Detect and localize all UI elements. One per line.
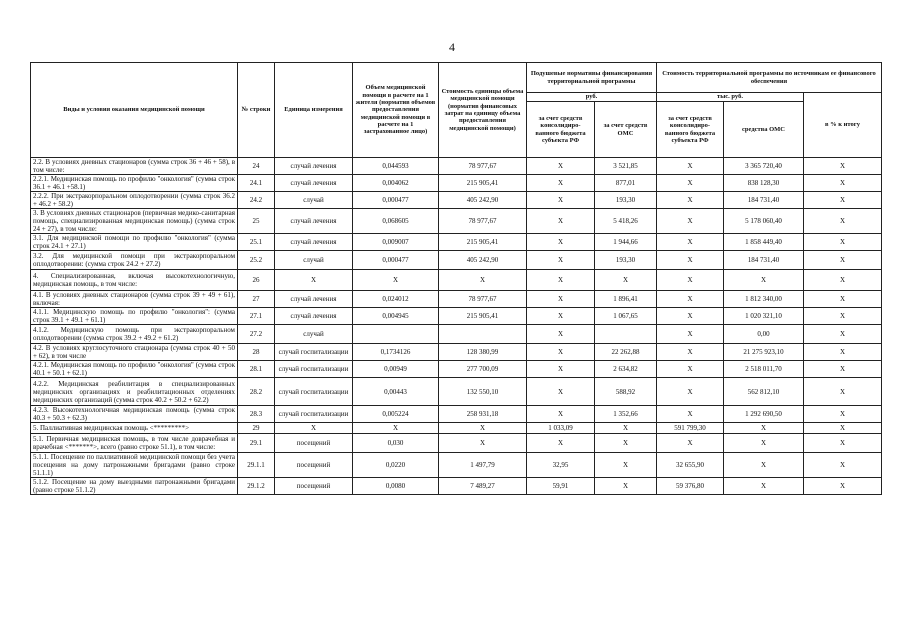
row-number: 29.1.1 — [238, 453, 275, 478]
header-cost-oms: средства ОМС — [724, 102, 804, 158]
row-cost-oms: 838 128,30 — [724, 175, 804, 192]
row-number: 27.1 — [238, 308, 275, 325]
table-row — [31, 291, 882, 308]
row-unit-cost: 405 242,90 — [439, 251, 527, 270]
row-number: 27.2 — [238, 325, 275, 344]
row-unit-cost: 258 931,18 — [439, 406, 527, 423]
page-number: 4 — [449, 40, 455, 54]
row-unit: случай госпитализации — [275, 344, 353, 361]
header-cost-budget: за счет средств консолидиро-ванного бюджета субъекта РФ — [657, 102, 724, 158]
row-number: 25 — [238, 209, 275, 234]
row-unit-cost: 132 550,10 — [439, 378, 527, 406]
row-volume: Х — [353, 270, 439, 291]
row-per-capita-budget: Х — [527, 344, 595, 361]
row-unit: посещений — [275, 453, 353, 478]
row-unit: Х — [275, 423, 353, 434]
row-unit-cost: Х — [439, 434, 527, 453]
table-row — [31, 192, 882, 209]
row-number: 25.2 — [238, 251, 275, 270]
row-unit-cost: 405 242,90 — [439, 192, 527, 209]
row-volume: 0,0080 — [353, 478, 439, 495]
row-per-capita-oms: 588,92 — [595, 378, 657, 406]
row-unit: случай лечения — [275, 209, 353, 234]
row-per-capita-oms: 193,30 — [595, 192, 657, 209]
row-number: 24.2 — [238, 192, 275, 209]
row-cost-oms: 1 292 690,50 — [724, 406, 804, 423]
header-per-capita-group: Подушевые нормативы финансирования территориальной программы — [527, 63, 657, 93]
table-row — [31, 175, 882, 192]
row-cost-budget: Х — [657, 175, 724, 192]
row-cost-budget: Х — [657, 361, 724, 378]
row-per-capita-budget: 1 033,09 — [527, 423, 595, 434]
row-cost-budget: Х — [657, 234, 724, 251]
row-cost-oms: 3 365 720,40 — [724, 158, 804, 175]
row-unit-cost: 215 905,41 — [439, 308, 527, 325]
row-per-capita-budget: 32,95 — [527, 453, 595, 478]
row-number: 28.1 — [238, 361, 275, 378]
row-unit: случай лечения — [275, 291, 353, 308]
header-unit-thousand-rub: тыс. руб. — [657, 93, 804, 102]
row-per-capita-oms: 5 418,26 — [595, 209, 657, 234]
row-unit: посещений — [275, 434, 353, 453]
row-cost-budget: Х — [657, 291, 724, 308]
row-volume: 0,000477 — [353, 192, 439, 209]
row-unit: случай — [275, 192, 353, 209]
header-unit-cost: Стоимость единицы объема медицинской помощи (норматив финансовых затрат на единицу объема предоставления медицинской помощи) — [439, 63, 527, 158]
row-cost-oms: 0,00 — [724, 325, 804, 344]
row-description: 3.2. Для медицинской помощи при экстракорпоральном оплодотворении: (сумма строк 24.2 + 27.2) — [31, 251, 238, 270]
row-per-capita-oms: 22 262,88 — [595, 344, 657, 361]
row-number: 29.1.2 — [238, 478, 275, 495]
header-per-capita-budget: за счет средств консолидиро-ванного бюджета субъекта РФ — [527, 102, 595, 158]
row-cost-budget: Х — [657, 325, 724, 344]
row-volume: 0,068605 — [353, 209, 439, 234]
row-percent-total: Х — [804, 344, 882, 361]
row-cost-oms: Х — [724, 423, 804, 434]
row-percent-total: Х — [804, 434, 882, 453]
territorial-program-table — [30, 62, 882, 495]
row-per-capita-oms: 1 067,65 — [595, 308, 657, 325]
row-volume: 0,000477 — [353, 251, 439, 270]
row-per-capita-oms: 193,30 — [595, 251, 657, 270]
row-per-capita-budget: Х — [527, 378, 595, 406]
row-per-capita-budget: Х — [527, 434, 595, 453]
table-row — [31, 478, 882, 495]
row-volume — [353, 325, 439, 344]
row-unit-cost: 78 977,67 — [439, 291, 527, 308]
row-unit-cost: 1 497,79 — [439, 453, 527, 478]
row-number: 28.2 — [238, 378, 275, 406]
row-cost-oms: Х — [724, 434, 804, 453]
row-cost-budget: Х — [657, 344, 724, 361]
row-percent-total: Х — [804, 308, 882, 325]
row-description: 5.1.1. Посещение по паллиативной медицинской помощи без учета посещения на дому патронажными бригадами (равно строке 51.1.1) — [31, 453, 238, 478]
row-unit-cost: Х — [439, 270, 527, 291]
row-per-capita-oms — [595, 325, 657, 344]
row-percent-total: Х — [804, 361, 882, 378]
row-description: 2.2. В условиях дневных стационаров (сумма строк 36 + 46 + 58), в том числе: — [31, 158, 238, 175]
row-volume: 0,00443 — [353, 378, 439, 406]
row-unit: случай лечения — [275, 175, 353, 192]
row-number: 28 — [238, 344, 275, 361]
row-per-capita-budget: Х — [527, 325, 595, 344]
row-per-capita-budget: Х — [527, 291, 595, 308]
row-percent-total: Х — [804, 270, 882, 291]
row-description: 4. Специализированная, включая высокотехнологичную, медицинская помощь, в том числе: — [31, 270, 238, 291]
row-cost-budget: Х — [657, 192, 724, 209]
header-description: Виды и условия оказания медицинской помощи — [31, 63, 238, 158]
row-cost-budget: 591 799,30 — [657, 423, 724, 434]
row-percent-total: Х — [804, 423, 882, 434]
header-volume: Объем медицинской помощи в расчете на 1 жителя (норматив объемов предоставления медицинской помощи в расчете на 1 застрахованное лицо) — [353, 63, 439, 158]
row-unit-cost: 215 905,41 — [439, 175, 527, 192]
row-number: 25.1 — [238, 234, 275, 251]
row-cost-oms: 21 275 923,10 — [724, 344, 804, 361]
row-unit: случай лечения — [275, 158, 353, 175]
row-percent-total: Х — [804, 158, 882, 175]
row-cost-budget: Х — [657, 406, 724, 423]
row-cost-budget: Х — [657, 251, 724, 270]
row-cost-oms: 5 178 060,40 — [724, 209, 804, 234]
row-description: 5.1. Первичная медицинская помощь, в том числе доврачебная и врачебная <*******>, всего (равно строке 51.1), в том числе: — [31, 434, 238, 453]
row-unit: случай госпитализации — [275, 378, 353, 406]
row-cost-budget: Х — [657, 209, 724, 234]
row-description: 5. Паллиативная медицинская помощь <*********> — [31, 423, 238, 434]
table-row — [31, 378, 882, 406]
row-percent-total: Х — [804, 175, 882, 192]
row-description: 2.2.1. Медицинская помощь по профилю "онкология" (сумма строк 36.1 + 46.1 +58.1) — [31, 175, 238, 192]
row-cost-budget: 59 376,80 — [657, 478, 724, 495]
row-per-capita-budget: Х — [527, 308, 595, 325]
row-number: 29.1 — [238, 434, 275, 453]
table-row — [31, 251, 882, 270]
row-cost-oms: 2 518 011,70 — [724, 361, 804, 378]
row-per-capita-budget: Х — [527, 270, 595, 291]
row-unit-cost: 128 380,99 — [439, 344, 527, 361]
row-volume: 0,044593 — [353, 158, 439, 175]
row-per-capita-oms: 1 352,66 — [595, 406, 657, 423]
row-cost-budget: Х — [657, 158, 724, 175]
row-description: 4.1.2. Медицинскую помощь при экстракорпоральном оплодотворении (сумма строк 39.2 + 49.2 + 61.2) — [31, 325, 238, 344]
row-unit-cost: 277 700,09 — [439, 361, 527, 378]
row-number: 27 — [238, 291, 275, 308]
row-unit-cost: 7 489,27 — [439, 478, 527, 495]
row-per-capita-budget: Х — [527, 158, 595, 175]
table-row — [31, 270, 882, 291]
row-per-capita-budget: Х — [527, 209, 595, 234]
row-cost-oms: 1 812 340,00 — [724, 291, 804, 308]
row-number: 29 — [238, 423, 275, 434]
row-number: 24 — [238, 158, 275, 175]
row-unit-cost — [439, 325, 527, 344]
row-percent-total: Х — [804, 291, 882, 308]
row-per-capita-budget: 59,91 — [527, 478, 595, 495]
row-volume: 0,00949 — [353, 361, 439, 378]
row-unit-cost: 78 977,67 — [439, 158, 527, 175]
row-cost-budget: Х — [657, 270, 724, 291]
row-cost-oms: Х — [724, 478, 804, 495]
row-per-capita-budget: Х — [527, 175, 595, 192]
row-cost-oms: 1 858 449,40 — [724, 234, 804, 251]
row-per-capita-budget: Х — [527, 251, 595, 270]
row-percent-total: Х — [804, 453, 882, 478]
row-unit-cost: 215 905,41 — [439, 234, 527, 251]
row-unit: посещений — [275, 478, 353, 495]
row-per-capita-budget: Х — [527, 234, 595, 251]
row-cost-oms: 1 020 321,10 — [724, 308, 804, 325]
row-description: 2.2.2. При экстракорпоральном оплодотворении (сумма строк 36.2 + 46.2 + 58.2) — [31, 192, 238, 209]
row-cost-oms: Х — [724, 453, 804, 478]
row-volume: 0,024012 — [353, 291, 439, 308]
row-unit: случай госпитализации — [275, 406, 353, 423]
row-number: 28.3 — [238, 406, 275, 423]
row-description: 4.2. В условиях круглосуточного стационара (сумма строк 40 + 50 + 62), в том числе — [31, 344, 238, 361]
row-cost-oms: 184 731,40 — [724, 192, 804, 209]
row-percent-total: Х — [804, 325, 882, 344]
table-row — [31, 209, 882, 234]
row-volume: Х — [353, 423, 439, 434]
table-row — [31, 361, 882, 378]
row-per-capita-oms: 1 944,66 — [595, 234, 657, 251]
header-row-number: № строки — [238, 63, 275, 158]
row-per-capita-budget: Х — [527, 192, 595, 209]
row-description: 4.1.1. Медицинскую помощь по профилю "онкология": (сумма строк 39.1 + 49.1 + 61.1) — [31, 308, 238, 325]
header-percent-total: в % к итогу — [804, 93, 882, 158]
row-number: 24.1 — [238, 175, 275, 192]
row-volume: 0,005224 — [353, 406, 439, 423]
table-row — [31, 344, 882, 361]
row-cost-budget: Х — [657, 308, 724, 325]
row-cost-budget: 32 655,90 — [657, 453, 724, 478]
row-volume: 0,1734126 — [353, 344, 439, 361]
row-cost-budget: Х — [657, 378, 724, 406]
row-volume: 0,030 — [353, 434, 439, 453]
row-description: 4.1. В условиях дневных стационаров (сумма строк 39 + 49 + 61), включая: — [31, 291, 238, 308]
row-unit: случай — [275, 251, 353, 270]
row-unit: случай лечения — [275, 308, 353, 325]
row-percent-total: Х — [804, 209, 882, 234]
header-unit: Единица измерения — [275, 63, 353, 158]
row-percent-total: Х — [804, 478, 882, 495]
table-body — [31, 158, 882, 495]
row-description: 3.1. Для медицинской помощи по профилю "онкология" (сумма строк 24.1 + 27.1) — [31, 234, 238, 251]
row-unit: Х — [275, 270, 353, 291]
row-per-capita-budget: Х — [527, 406, 595, 423]
row-percent-total: Х — [804, 406, 882, 423]
header-per-capita-oms: за счет средств ОМС — [595, 102, 657, 158]
row-per-capita-oms: 3 521,85 — [595, 158, 657, 175]
row-per-capita-oms: Х — [595, 270, 657, 291]
row-cost-budget: Х — [657, 434, 724, 453]
row-volume: 0,0220 — [353, 453, 439, 478]
row-volume: 0,009007 — [353, 234, 439, 251]
row-percent-total: Х — [804, 234, 882, 251]
table-row — [31, 158, 882, 175]
table-row — [31, 308, 882, 325]
header-program-cost-group: Стоимость территориальной программы по источникам ее финансового обеспечения — [657, 63, 882, 93]
row-number: 26 — [238, 270, 275, 291]
row-per-capita-oms: 877,01 — [595, 175, 657, 192]
table-header — [31, 63, 882, 158]
table-row — [31, 434, 882, 453]
row-cost-oms: 562 812,10 — [724, 378, 804, 406]
header-unit-rub: руб. — [527, 93, 657, 102]
row-per-capita-oms: Х — [595, 423, 657, 434]
row-unit: случай госпитализации — [275, 361, 353, 378]
row-cost-oms: Х — [724, 270, 804, 291]
table-row — [31, 234, 882, 251]
row-description: 4.2.1. Медицинская помощь по профилю "онкология" (сумма строк 40.1 + 50.1 + 62.1) — [31, 361, 238, 378]
table-row — [31, 453, 882, 478]
row-description: 3. В условиях дневных стационаров (первичная медико-санитарная помощь, специализированная медицинская помощь) (сумма строк 24 + 27), в том числе: — [31, 209, 238, 234]
table-row — [31, 423, 882, 434]
row-percent-total: Х — [804, 378, 882, 406]
row-cost-oms: 184 731,40 — [724, 251, 804, 270]
row-per-capita-oms: Х — [595, 478, 657, 495]
row-description: 4.2.3. Высокотехнологичная медицинская помощь (сумма строк 40.3 + 50.3 + 62.3) — [31, 406, 238, 423]
row-unit-cost: 78 977,67 — [439, 209, 527, 234]
row-per-capita-oms: Х — [595, 434, 657, 453]
row-description: 5.1.2. Посещение на дому выездными патронажными бригадами (равно строке 51.1.2) — [31, 478, 238, 495]
row-unit: случай лечения — [275, 234, 353, 251]
row-per-capita-oms: Х — [595, 453, 657, 478]
row-unit-cost: Х — [439, 423, 527, 434]
row-volume: 0,004062 — [353, 175, 439, 192]
row-description: 4.2.2. Медицинская реабилитация в специализированных медицинских организациях и реабилитационных отделениях медицинских организаций (сумма строк 40.2 + 50.2 + 62.2) — [31, 378, 238, 406]
table-row — [31, 406, 882, 423]
table-row — [31, 325, 882, 344]
row-per-capita-oms: 2 634,82 — [595, 361, 657, 378]
row-percent-total: Х — [804, 192, 882, 209]
row-volume: 0,004945 — [353, 308, 439, 325]
row-unit: случай — [275, 325, 353, 344]
row-per-capita-oms: 1 896,41 — [595, 291, 657, 308]
row-per-capita-budget: Х — [527, 361, 595, 378]
row-percent-total: Х — [804, 251, 882, 270]
